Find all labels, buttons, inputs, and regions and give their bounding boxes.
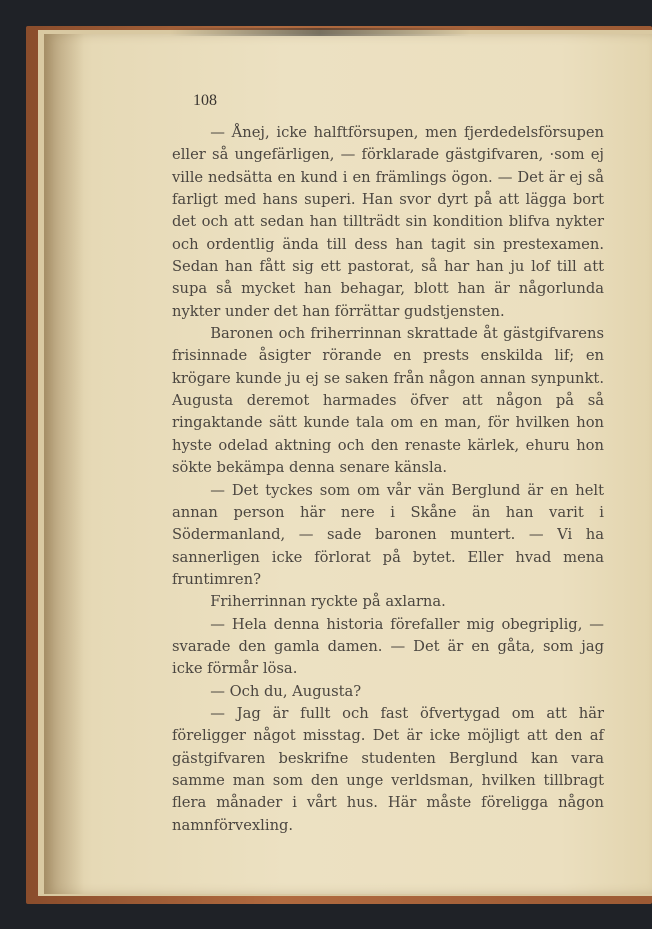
paragraph: — Och du, Augusta? xyxy=(210,682,362,700)
gutter-shadow xyxy=(44,34,84,894)
paragraph: — Jag är fullt och fast öfvertygad om att här föreligger något misstag. Det är icke möjligt att den af gästgifvaren beskrifne studenten Berglund kan vara samme man som den unge verldsman, hvilken tillbragt flera månader i vårt hus. Här måste föreligga någon namnförvexling. xyxy=(172,704,604,834)
page-top-damage xyxy=(170,28,470,36)
paragraph: — Det tyckes som om vår vän Berglund är en helt annan person här nere i Skåne än han varit i Södermanland, — sade baronen muntert. — Vi ha sannerligen icke förlorat på bytet. Eller hvad mena fruntimren? xyxy=(172,481,604,588)
body-text xyxy=(172,122,604,837)
paragraph: Baronen och friherrinnan skrattade åt gästgifvarens frisinnade åsigter rörande en prests enskilda lif; en krögare kunde ju ej se saken från någon annan synpunkt. Augusta deremot harmades öfver att någon på så ringaktande sätt kunde tala om en man, för hvilken hon hyste odelad aktning och den renaste kärlek, ehuru hon sökte bekämpa denna senare känsla. xyxy=(172,325,604,477)
paragraph: Friherrinnan ryckte på axlarna. xyxy=(210,593,446,611)
paragraph: — Ånej, icke halftförsupen, men fjerdedelsförsupen eller så ungefärligen, — förklarade gästgifvaren, ·som ej ville nedsätta en kund i en främlings ögon. — Det är ej så farligt med hans superi. Han svor dyrt på att lägga bort det och att sedan han tillträdt sin kondition blifva nykter och ordentlig ända till dess han tagit sin prestexamen. Sedan han fått sig ett pastorat, så har han ju lof till att supa så mycket han behagar, blott han är någorlunda nykter under det han förrättar gudstjensten. xyxy=(172,124,604,320)
page-number: 108 xyxy=(193,92,217,109)
paragraph: — Hela denna historia förefaller mig obegriplig, — svarade den gamla damen. — Det är en gåta, som jag icke förmår lösa. xyxy=(172,615,604,678)
